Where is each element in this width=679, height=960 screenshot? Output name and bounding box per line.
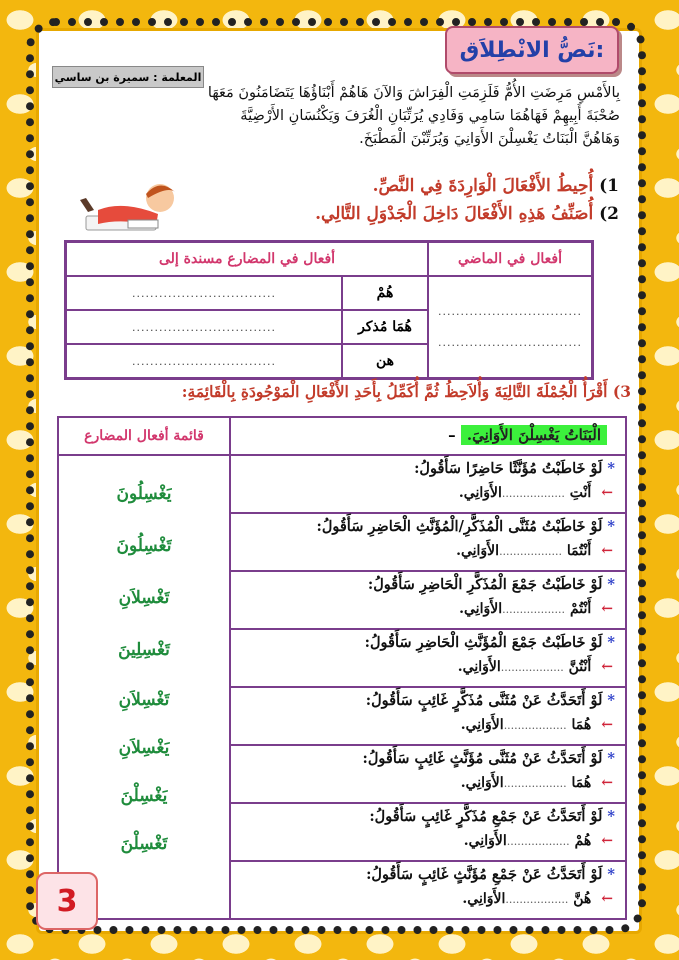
answer-blank[interactable]: ..................: [506, 835, 570, 848]
instruction-text: أُحِيطُ الأَفْعَالَ الْوَارِدَةَ فِي النَّصِّ.: [372, 176, 594, 196]
pronoun: أَنْتِ: [569, 485, 592, 501]
exercise-row: [231, 802, 625, 860]
prompt-line: [366, 692, 615, 709]
pronoun: هُمَا: [571, 717, 592, 733]
star-bullet: *: [607, 808, 615, 825]
exercise-row: [231, 628, 625, 686]
arrow-icon: ←: [601, 601, 613, 617]
sentence-end: الأَوَانِي.: [458, 485, 502, 501]
verb-list-header: قائمة أفعال المضارع: [59, 418, 229, 456]
pronoun-cell: هُمْ: [342, 276, 428, 310]
answer-line: [464, 833, 613, 849]
star-bullet: *: [607, 518, 615, 535]
exercise-row: [231, 744, 625, 802]
prompt-text: لَوْ خَاطَبْتُ جَمْعَ الْمُذَكَّرِ الْحَاضِرِ سَأَقُولُ:: [367, 576, 603, 593]
answer-blank[interactable]: ..................: [502, 603, 566, 616]
verb-option: يَغْسِلْنَ: [120, 786, 168, 806]
answer-line: [459, 485, 613, 501]
passage-line: بِالأَمْسِ مَرِضَتِ الأُمُّ فَلَزِمَتِ الْفِرَاشَ وَالآنَ هَاهُمْ أَبْنَاؤُهَا يَتَضَامَنُونَ مَعَهَا: [207, 85, 620, 101]
star-bullet: *: [607, 750, 615, 767]
answer-line: [458, 659, 613, 675]
exercise-row: [231, 512, 625, 570]
reading-child-illustration: [78, 170, 188, 236]
arrow-icon: ←: [601, 891, 613, 907]
instruction-number: 1): [599, 176, 619, 196]
example-dash: –: [448, 426, 456, 444]
answer-blank[interactable]: ..................: [501, 487, 565, 500]
instruction-1: [199, 176, 619, 196]
prompt-text: لَوْ خَاطَبْتُ جَمْعَ الْمُؤَنَّثِ الْحَاضِرِ سَأَقُولُ:: [364, 634, 603, 651]
arrow-icon: ←: [601, 659, 613, 675]
answer-blank[interactable]: ..................: [503, 719, 567, 732]
prompt-line: [368, 576, 615, 593]
sentence-end: الأَوَانِي.: [460, 775, 504, 791]
answer-cell[interactable]: ................................: [66, 310, 342, 344]
example-highlight: الْبَنَاتُ يَغْسِلْنَ الأَوَانِيَ.: [461, 425, 607, 445]
arrow-icon: ←: [601, 717, 613, 733]
pronoun: هُمَا: [571, 775, 592, 791]
prompt-line: [369, 808, 615, 825]
answer-line: [461, 775, 613, 791]
star-bullet: *: [607, 460, 615, 477]
exercise-row: [231, 454, 625, 512]
star-bullet: *: [607, 576, 615, 593]
prompt-text: لَوْ أَتَحَدَّثُ عَنْ جَمْعِ مُذَكَّرٍ غَائِبٍ سَأَقُولُ:: [369, 808, 603, 825]
arrow-icon: ←: [601, 775, 613, 791]
verb-option: يَغْسِلاَنِ: [118, 738, 170, 758]
instruction-number: 2): [599, 204, 619, 224]
verb-list-column: [59, 418, 231, 918]
instruction-text: أُصَنِّفُ هَذِهِ الأَفْعَالَ دَاخِلَ الْجَدْوَلِ التَّالِي.: [315, 204, 594, 224]
answer-line: [461, 717, 613, 733]
answer-line: [462, 891, 613, 907]
answer-line: [459, 601, 613, 617]
blank-line: ................................: [438, 336, 582, 349]
arrow-icon: ←: [601, 543, 613, 559]
blank-line: ................................: [438, 305, 582, 318]
prompt-line: [316, 518, 615, 535]
passage: [60, 82, 620, 151]
answer-blank[interactable]: ..................: [505, 893, 569, 906]
verb-option: تَغْسِلِينَ: [118, 640, 170, 660]
prompt-line: [414, 460, 615, 477]
header-present-verbs: أفعال في المضارع مسندة إلى: [66, 242, 428, 276]
prompt-text: لَوْ خَاطَبْتُ مُؤَنَّثًا حَاضِرًا سَأَقُولُ:: [414, 460, 603, 477]
passage-line: وَهَاهُنَّ الْبَنَاتُ يَغْسِلْنَ الأَوَانِيَ وَيُرَتِّبْنَ الْمَطْبَخَ.: [359, 131, 620, 147]
section-title: نَصُّ الانْطِلاَق:: [445, 26, 619, 74]
pronoun: هُنَّ: [573, 891, 592, 907]
star-bullet: *: [607, 634, 615, 651]
verb-option: تَغْسِلْنَ: [120, 834, 168, 854]
verb-option: تَغْسِلُونَ: [116, 536, 172, 556]
answer-blank[interactable]: ..................: [500, 661, 564, 674]
classification-table: [64, 240, 594, 380]
star-bullet: *: [607, 692, 615, 709]
sentence-end: الأَوَانِي.: [460, 717, 504, 733]
star-bullet: *: [607, 866, 615, 883]
prompt-line: [363, 750, 615, 767]
exercise-row: [231, 860, 625, 918]
arrow-icon: ←: [601, 833, 613, 849]
answer-cell[interactable]: ................................: [66, 276, 342, 310]
verb-option: تَغْسِلاَنِ: [118, 588, 170, 608]
exercise-rows: [231, 454, 625, 918]
verb-option: تَغْسِلاَنِ: [118, 690, 170, 710]
answer-line: [456, 543, 613, 559]
sentence-end: الأَوَانِي.: [462, 891, 506, 907]
answer-cell[interactable]: ................................: [66, 344, 342, 378]
example-sentence: [448, 426, 607, 444]
pronoun: هُمْ: [574, 833, 592, 849]
passage-line: صُحْبَةَ أَبِيهِمْ فَهَاهُمَا سَامِي وَفَادِي يُرَتِّبَانِ الْغُرَفَ وَيَكْنُسَانِ الأَرْضِيَّةَ: [240, 108, 620, 124]
teacher-label: المعلمة : سميرة بن ساسي: [52, 66, 204, 88]
prompt-text: لَوْ أَتَحَدَّثُ عَنْ مُثَنَّى مُذَكَّرٍ غَائِبٍ سَأَقُولُ:: [365, 692, 603, 709]
sentence-end: الأَوَانِي.: [456, 543, 500, 559]
prompt-line: [366, 866, 615, 883]
exercise-row: [231, 570, 625, 628]
question-3: 3) أَقْرَأُ الْجُمْلَةَ التَّالِيَةَ وَأُلاَحِظُ ثُمَّ أُكَمِّلُ بِأَحَدِ الأَفْعَالِ الْمَوْجُودَةِ بِالْقَائِمَةِ:: [181, 382, 631, 401]
answer-blank[interactable]: ..................: [503, 777, 567, 790]
sentence-end: الأَوَانِي.: [459, 601, 503, 617]
pronoun: أَنْتُنَّ: [568, 659, 592, 675]
sentence-end: الأَوَانِي.: [457, 659, 501, 675]
page-number: 3: [36, 872, 98, 930]
prompt-text: لَوْ أَتَحَدَّثُ عَنْ جَمْعِ مُؤَنَّثٍ غَائِبٍ سَأَقُولُ:: [366, 866, 603, 883]
prompt-text: لَوْ أَتَحَدَّثُ عَنْ مُثَنَّى مُؤَنَّثٍ غَائِبٍ سَأَقُولُ:: [362, 750, 603, 767]
instruction-2: [199, 204, 619, 224]
prompt-text: لَوْ خَاطَبْتُ مُثَنَّى الْمُذَكَّرِ/الْمُؤَنَّثِ الْحَاضِرِ سَأَقُولُ:: [316, 518, 603, 535]
pronoun: أَنْتُمْ: [569, 601, 592, 617]
sentence-end: الأَوَانِي.: [463, 833, 507, 849]
pronoun-cell: هن: [342, 344, 428, 378]
verb-option: يَغْسِلُونَ: [116, 484, 172, 504]
prompt-line: [365, 634, 615, 651]
completion-table: [57, 416, 627, 920]
pronoun: أَنْتُمَا: [566, 543, 592, 559]
exercise-row: [231, 686, 625, 744]
pronoun-cell: هُمَا مُذكر: [342, 310, 428, 344]
header-past-verbs: أفعال في الماضي: [428, 242, 592, 276]
arrow-icon: ←: [601, 485, 613, 501]
answer-blank[interactable]: ..................: [499, 545, 563, 558]
past-verbs-answer[interactable]: [428, 276, 592, 378]
